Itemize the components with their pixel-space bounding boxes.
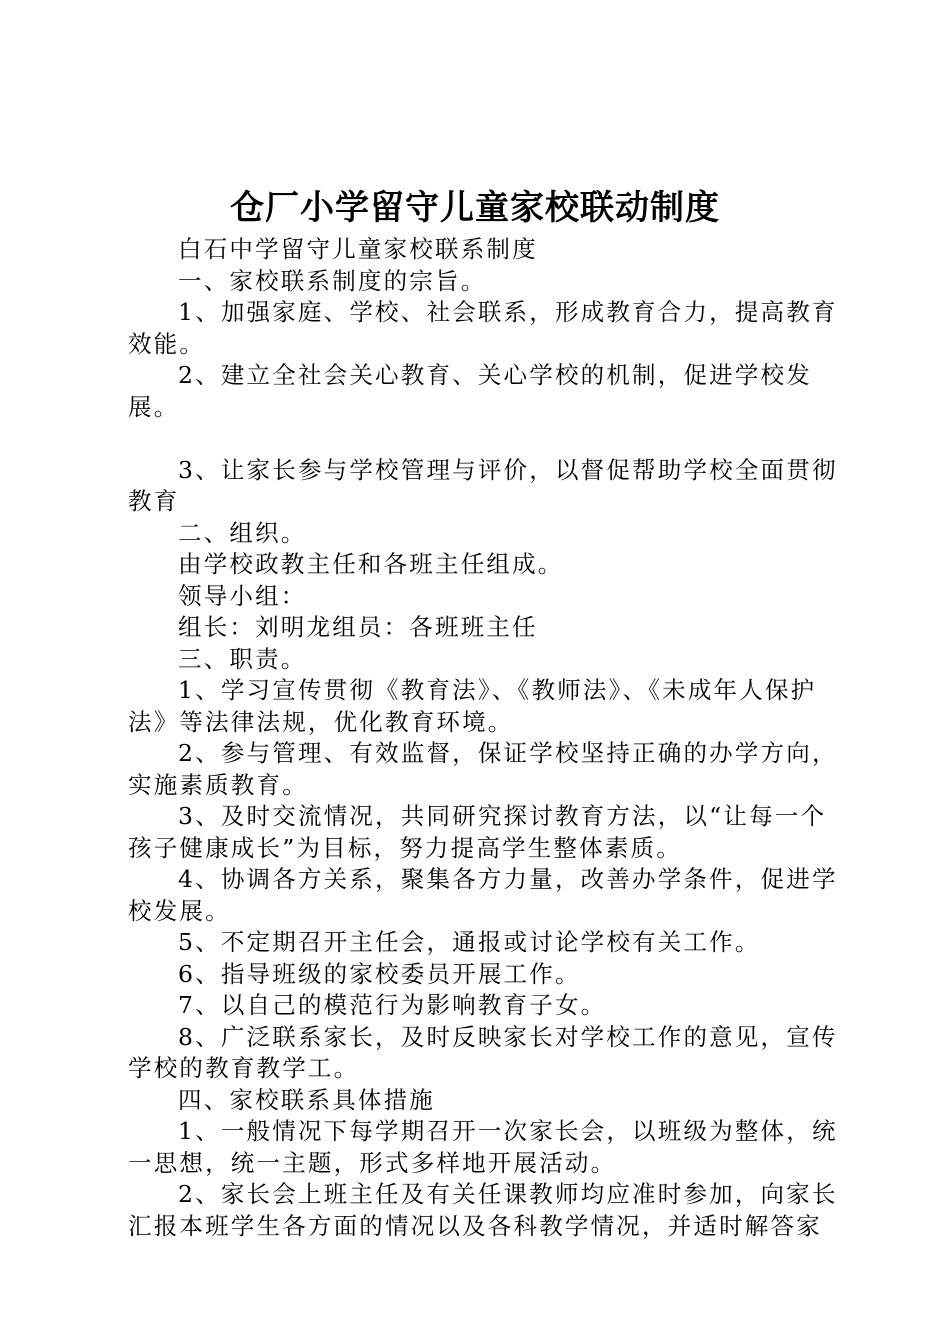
document-body	[128, 234, 838, 1242]
section-heading: 三、职责。	[178, 644, 307, 673]
paragraph: 3、让家长参与学校管理与评价，以督促帮助学校全面贯彻教育	[128, 455, 838, 515]
section-heading: 四、家校联系具体措施	[178, 1085, 435, 1114]
paragraph: 1、一般情况下每学期召开一次家长会，以班级为整体，统一思想，统一主题，形式多样地开展活动。	[128, 1117, 838, 1177]
paragraph: 8、广泛联系家长，及时反映家长对学校工作的意见，宣传学校的教育教学工。	[128, 1022, 838, 1082]
paragraph: 4、协调各方关系，聚集各方力量，改善办学条件，促进学校发展。	[128, 865, 838, 925]
paragraph: 3、及时交流情况，共同研究探讨教育方法，以“让每一个孩子健康成长”为目标，努力提高学生整体素质。	[128, 802, 827, 862]
paragraph: 组长：刘明龙组员：各班班主任	[178, 613, 538, 641]
paragraph: 2、建立全社会关心教育、关心学校的机制，促进学校发展。	[128, 361, 812, 421]
paragraph: 1、学习宣传贯彻《教育法》、《教师法》、《未成年人保护法》等法律法规，优化教育环境。	[128, 676, 817, 736]
paragraph: 5、不定期召开主任会，通报或讨论学校有关工作。	[178, 928, 761, 956]
blank-line	[128, 423, 838, 455]
section-heading: 二、组织。	[178, 518, 307, 547]
document-title: 仓厂小学留守儿童家校联动制度	[230, 188, 720, 228]
paragraph: 2、家长会上班主任及有关任课教师均应准时参加，向家长汇报本班学生各方面的情况以及各科教学情况，并适时解答家	[128, 1180, 838, 1240]
paragraph: 领导小组：	[178, 581, 307, 610]
paragraph: 白石中学留守儿童家校联系制度	[178, 235, 538, 263]
paragraph: 1、加强家庭、学校、社会联系，形成教育合力，提高教育效能。	[128, 298, 838, 358]
paragraph: 7、以自己的模范行为影响教育子女。	[178, 991, 607, 1019]
paragraph: 由学校政教主任和各班主任组成。	[178, 550, 564, 578]
paragraph: 2、参与管理、有效监督，保证学校坚持正确的办学方向，实施素质教育。	[128, 739, 838, 799]
section-heading: 一、家校联系制度的宗旨。	[178, 266, 487, 295]
paragraph: 6、指导班级的家校委员开展工作。	[178, 959, 581, 988]
